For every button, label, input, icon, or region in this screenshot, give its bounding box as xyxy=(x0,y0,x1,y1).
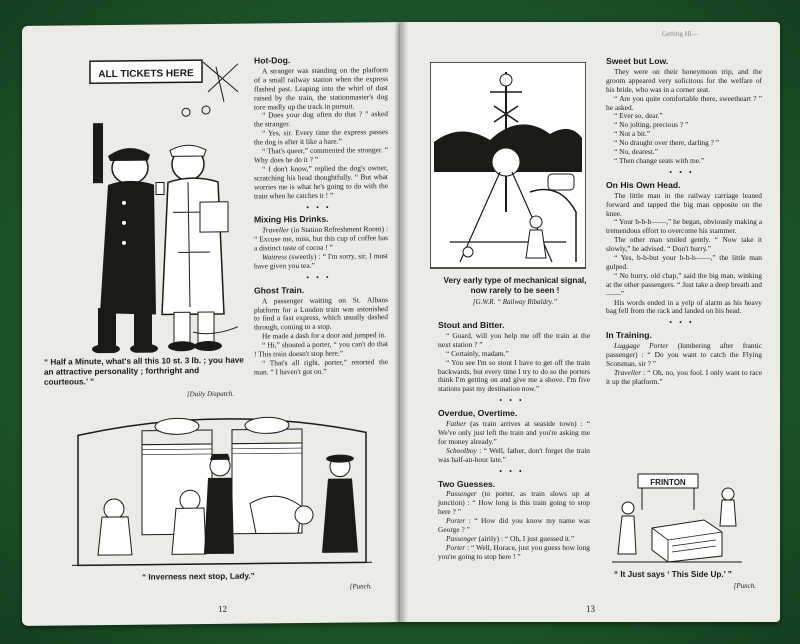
hotdog-para-2: “ Does your dog often do that ? ” asked the stranger. xyxy=(254,109,388,129)
signal-caption: Very early type of mechanical signal, now rarely to be seen ! xyxy=(443,276,587,295)
separator-dots: ••• xyxy=(669,167,699,177)
training-text-1: (lumbering after frantic passenger) : “ Do you want to catch the Flying Scotsman, sir ? ” xyxy=(606,341,762,368)
box-porter-illustration xyxy=(612,470,742,566)
sweet-para-5: “ Not a bit.” xyxy=(614,129,651,139)
separator-dots: ••• xyxy=(306,272,336,282)
cartoon1-caption: “ Half a Minute, what's all this 10 st. 3 lb. ; you have an attractive personality ; forthright and courteous.’ ” xyxy=(44,355,244,387)
signal-source: [G.W.R. “ Railway Ribaldry.” xyxy=(472,298,558,306)
ownhead-para-6: His words ended in a yelp of alarm as his heavy bag fell from the rack and landed on his head. xyxy=(606,297,762,316)
signal-cartoon xyxy=(430,62,586,272)
stout-para-3: “ You see I'm so stout I have to get off the train backwards, but every time I try to do so the porters think I'm getting on and give me a shove. I'm five stations past my destination now.” xyxy=(438,357,590,394)
ownhead-para-1: The little man in the railway carriage leaned forward and tapped the big man opposite on the knee. xyxy=(606,190,762,218)
guesses-speaker-1: Passenger xyxy=(446,489,477,499)
story-title-drinks: Mixing His Drinks. xyxy=(254,214,329,225)
sweet-para-7: “ No, dearest.” xyxy=(614,147,658,157)
separator-dots: ••• xyxy=(499,466,529,476)
ownhead-para-4: “ Yes, b-b-but your b-b-b——,” the little man gulped. xyxy=(606,253,762,271)
ownhead-para-3: The other man smiled gently. “ Now take it slowly,” he advised. “ Don't hurry.” xyxy=(606,235,762,254)
training-speaker-1: Luggage Porter xyxy=(614,341,669,351)
overdue-line-1 xyxy=(438,420,590,447)
left-page xyxy=(22,22,400,626)
hotdog-para-4: “ That's queer,” commented the stranger. “ Why does he do it ? ” xyxy=(254,145,388,165)
overdue-text-1: (as train arrives at seaside town) : “ We've only just left the train and you're asking me for money already.” xyxy=(438,419,590,446)
ghost-para-4: “ That's all right, porter,” retorted the man. “ I haven't got on.” xyxy=(254,357,388,377)
box-cartoon-source: [Punch. xyxy=(733,582,756,590)
stout-para-2: “ Certainly, madam.” xyxy=(446,348,509,358)
drinks-speaker-1: Traveller xyxy=(262,225,290,235)
drinks-line-2 xyxy=(254,252,388,271)
cartoon1-source: [Daily Dispatch. xyxy=(186,389,234,399)
guesses-line-4 xyxy=(438,544,590,562)
story-title-sweet: Sweet but Low. xyxy=(606,56,669,66)
ghost-para-1: A passenger waiting on St. Albans platform for a London train was astonished to find a fast express, which usually dashed through, coming to a stop. xyxy=(254,294,388,332)
story-title-ownhead: On His Own Head. xyxy=(606,179,681,190)
drinks-line-1 xyxy=(254,225,388,253)
training-line-1 xyxy=(606,342,762,369)
separator-dots: ••• xyxy=(499,396,529,406)
overdue-line-2 xyxy=(438,447,590,465)
sweet-para-8: “ Then change seats with me.” xyxy=(614,155,705,165)
ownhead-para-5: “ No hurry, old chap,” said the big man, winking at the other passengers. “ Just take a deep breath and ——” xyxy=(606,270,762,298)
ticket-inspector-cartoon xyxy=(38,52,244,354)
right-page-right-column xyxy=(606,54,762,387)
right-page xyxy=(400,22,780,622)
ghost-para-2: He made a dash for a door and jumped in. xyxy=(262,330,386,341)
hotdog-para-3: “ Yes, sir. Every time the express passes the dog is after it like a hare.” xyxy=(254,127,388,147)
box-porter-cartoon xyxy=(612,470,742,566)
left-page-number: 12 xyxy=(218,603,227,614)
overdue-speaker-2: Schoolboy xyxy=(446,445,477,455)
carriage-illustration xyxy=(72,402,372,571)
ticket-inspector-illustration xyxy=(38,52,244,354)
guesses-text-1: (to porter, as train slows up at junction) : “ How long is this train going to stop here ? ” xyxy=(438,489,590,517)
story-title-stout: Stout and Bitter. xyxy=(438,320,505,330)
mechanical-signal-illustration xyxy=(430,62,586,272)
box-cartoon-caption: “ It Just says ‘ This Side Up.’ ” xyxy=(614,570,732,579)
ownhead-para-2: “ Your b-b-b——,” he began, obviously making a tremendous effort to overcome his stammer. xyxy=(606,217,762,236)
hotdog-para-5: “ I don't know,” replied the dog's owner, scratching his head thoughtfully. “ But what worries me is what he's going to do with the train when he catches it ! ” xyxy=(254,163,388,201)
overdue-text-2: : “ Well, father, don't forget the train was half-an-hour late.” xyxy=(438,445,590,464)
guesses-text-4: : “ Well, Horace, just you guess how long you're going to stop here ! ” xyxy=(438,542,590,561)
cartoon2-source: [Punch. xyxy=(349,582,372,591)
drinks-text-1: (in Station Refreshment Room) : “ Excuse me, miss, but this cup of coffee has a distinct taste of cocoa ! ” xyxy=(254,224,388,253)
right-page-left-column xyxy=(438,318,590,562)
separator-dots: ••• xyxy=(669,318,699,328)
frinton-sign-text: FRINTON xyxy=(650,478,686,487)
ghost-para-3: “ Hi,” shouted a porter, “ you can't do that ! This train doesn't stop here.” xyxy=(254,339,388,359)
sweet-para-2: “ Are you quite comfortable there, sweetheart ? ” he asked. xyxy=(606,93,762,112)
stout-para-1: “ Guard, will you help me off the train at the next station ? ” xyxy=(438,330,590,349)
story-title-ghost: Ghost Train. xyxy=(254,284,305,296)
guesses-line-2 xyxy=(438,517,590,535)
sweet-para-3: “ Ever so, dear.” xyxy=(614,111,663,121)
story-title-training: In Training. xyxy=(606,330,652,341)
sweet-para-6: “ No draught over there, darling ? ” xyxy=(614,138,720,148)
cartoon2-caption: “ Inverness next stop, Lady.” xyxy=(142,571,255,582)
story-title-hotdog: Hot-Dog. xyxy=(254,55,291,66)
open-booklet xyxy=(22,22,780,622)
book-gutter xyxy=(394,22,408,622)
ticket-sign-text: ALL TICKETS HERE xyxy=(98,68,194,81)
sweet-para-4: “ No jolting, precious ? ” xyxy=(614,120,689,130)
guesses-speaker-3: Passenger xyxy=(446,533,477,543)
guesses-speaker-4: Porter xyxy=(446,542,466,552)
drinks-speaker-2: Waitress xyxy=(262,252,287,262)
training-speaker-2: Traveller xyxy=(614,367,642,377)
guesses-text-2: : “ How did you know my name was George ? ” xyxy=(438,516,590,535)
separator-dots: ••• xyxy=(306,202,336,212)
drinks-text-2: (sweetly) : “ I'm sorry, sir, I must have given you tea.” xyxy=(254,251,388,271)
guesses-speaker-2: Porter xyxy=(446,516,466,526)
story-title-overdue: Overdue, Overtime. xyxy=(438,408,518,419)
top-fragment-text: Getting Hi— xyxy=(662,30,699,38)
hotdog-para-1: A stranger was standing on the platform of a small railway station when the express flashed past. Leaping into the whirl of dust raised by the train, the stationmaster's dog tore madly up the track in pursuit. xyxy=(254,65,388,112)
training-line-2 xyxy=(606,369,762,387)
story-title-guesses: Two Guesses. xyxy=(438,478,496,489)
guesses-line-1 xyxy=(438,490,590,517)
left-text-column xyxy=(254,52,388,377)
carriage-cartoon xyxy=(72,402,372,571)
overdue-speaker-1: Father xyxy=(446,419,467,429)
sweet-para-1: They were on their honeymoon trip, and the groom appeared very solicitous for the welfare of his bride, who was in a corner seat. xyxy=(606,66,762,94)
right-page-number: 13 xyxy=(586,604,595,614)
guesses-text-3: (airily) : “ Oh, I just guessed it.” xyxy=(478,533,575,543)
training-text-2: : “ Oh, no, you fool. I only want to race it up the platform.” xyxy=(606,367,762,386)
